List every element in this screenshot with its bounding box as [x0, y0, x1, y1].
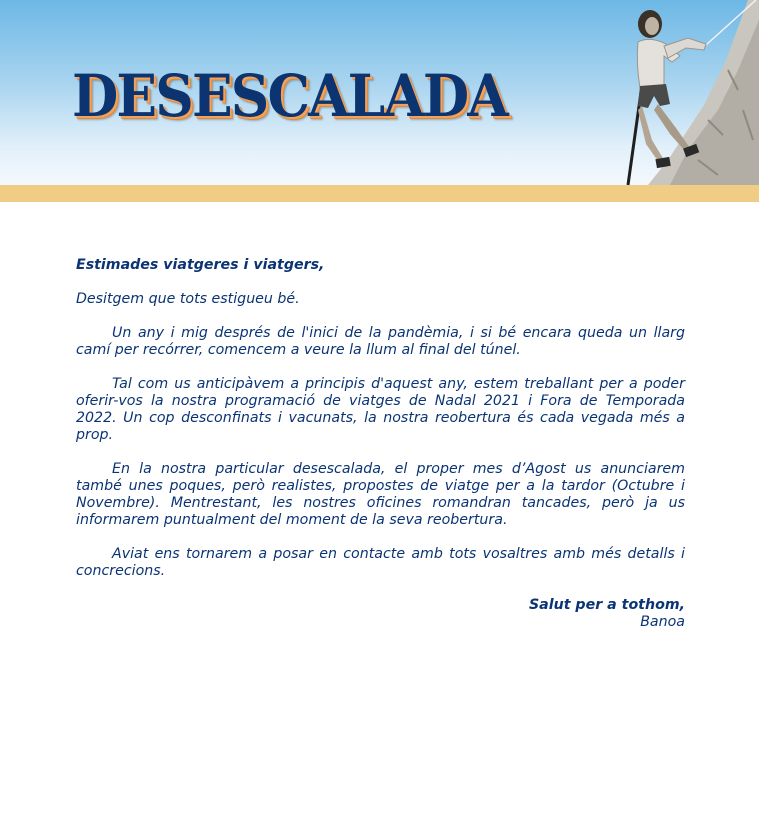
logo-title: DESESCALADA [72, 62, 507, 130]
greeting: Estimades viatgeres i viatgers, [76, 257, 325, 273]
paragraph-3: Tal com us anticipàvem a principis d'aquest any, estem treballant per a poder oferir-vos la nostra programació de viatges de Nadal 2021 i Fora de Temporada 2022. Un cop desconfinats i vacunats, la nostra reobertura és cada vegada més a prop. [76, 376, 685, 443]
paragraph-5: Aviat ens tornarem a posar en contacte amb tots vosaltres amb més detalls i concrecions. [76, 546, 685, 579]
header-banner [0, 0, 759, 185]
paragraph-4: En la nostra particular desescalada, el proper mes d’Agost us anunciarem també unes poques, però realistes, propostes de viatge per a la tardor (Octubre i Novembre). Mentrestant, les nostres oficines romandran tancades, però ja us informarem puntualment del moment de la seva reobertura. [76, 461, 685, 528]
signature-block [76, 597, 685, 631]
letter-body [76, 257, 685, 631]
signature-name: Banoa [640, 614, 685, 630]
climber-photo [608, 0, 759, 185]
closing-line: Salut per a tothom, [528, 597, 685, 613]
paragraph-1: Desitgem que tots estigueu bé. [76, 291, 300, 307]
sand-band [0, 185, 759, 202]
paragraph-2: Un any i mig després de l'inici de la pandèmia, i si bé encara queda un llarg camí per recórrer, comencem a veure la llum al final del túnel. [76, 325, 685, 358]
